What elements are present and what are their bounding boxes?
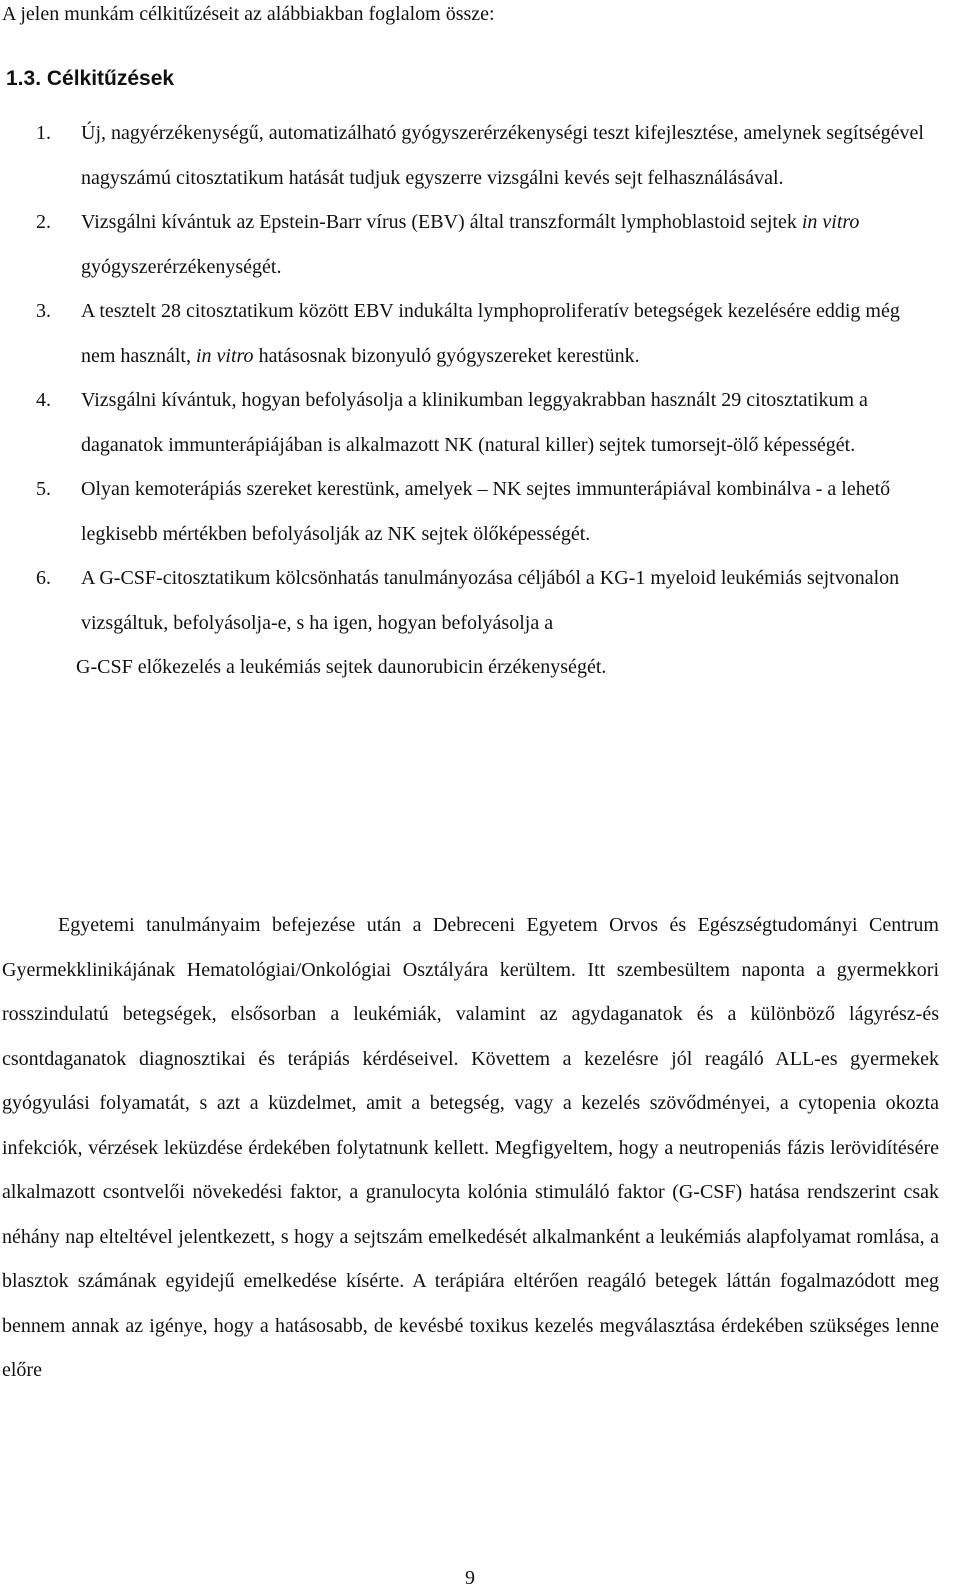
list-item-text: Vizsgálni kívántuk, hogyan befolyásolja a klinikumban leggyakrabban használt 29 citosztatikum a daganatok immunterápiájában is alkalmazott NK (natural killer) sejtek tumorsejt-ölő képességét. [81, 389, 868, 456]
list-item-text: Olyan kemoterápiás szereket kerestünk, amelyek – NK sejtes immunterápiával kombinálva - a lehető legkisebb mértékben befolyásolják az NK sejtek ölőképességét. [81, 478, 891, 545]
text-segment: Vizsgálni kívántuk az Epstein-Barr vírus (EBV) által transzformált lymphoblastoid sejtek [81, 211, 802, 233]
list-item [36, 378, 936, 467]
list-item [36, 556, 936, 690]
list-item-number: 3. [36, 300, 51, 322]
text-segment: A tesztelt 28 citosztatikum között EBV indukálta lymphoproliferatív betegségek kezelésére eddig még nem használt, [81, 300, 900, 367]
list-item-number: 2. [36, 211, 51, 233]
text-segment: A G-CSF-citosztatikum kölcsönhatás tanulmányozása céljából a KG-1 myeloid leukémiás sejtvonalon vizsgáltuk, befolyásolja-e, s ha igen, hogyan befolyásolja a [81, 567, 900, 634]
text-segment: gyógyszerérzékenységét. [81, 255, 282, 278]
italic-term: in vitro [195, 344, 254, 367]
text-segment: G-CSF előkezelés a leukémiás sejtek daunorubicin érzékenységét. [76, 656, 607, 678]
list-item-text [81, 200, 936, 289]
section-heading: 1.3. Célkitűzések [6, 67, 175, 90]
list-item-number: 5. [36, 478, 51, 500]
list-item [36, 200, 936, 289]
list-item-number: 4. [36, 389, 51, 411]
list-item-text [81, 289, 936, 378]
list-item-text: Új, nagyérzékenységű, automatizálható gyógyszerérzékenységi teszt kifejlesztése, amelynek segítségével nagyszámú citosztatikum hatását tudjuk egyszerre vizsgálni kevés sejt felhasználásával. [81, 122, 924, 189]
list-item [36, 111, 936, 200]
text-segment: hatásosnak bizonyuló gyógyszereket kerestünk. [253, 344, 640, 367]
italic-term: in vitro [801, 211, 860, 233]
list-item [36, 467, 936, 556]
page-number: 9 [465, 1567, 475, 1589]
objectives-list [36, 111, 936, 690]
intro-text: A jelen munkám célkitűzéseit az alábbiakban foglalom össze: [2, 3, 495, 25]
list-item [36, 289, 936, 378]
list-item-number: 6. [36, 567, 51, 589]
list-item-text [76, 556, 936, 690]
list-item-number: 1. [36, 122, 51, 144]
body-paragraph: Egyetemi tanulmányaim befejezése után a Debreceni Egyetem Orvos és Egészségtudományi Centrum Gyermekklinikájának Hematológiai/Onkológiai Osztályára kerültem. Itt szembesültem naponta a gyermekkori rosszindulatú betegségek, elsősorban a leukémiák, valamint az agydaganatok és a különböző lágyrész-és csontdaganatok diagnosztikai és terápiás kérdéseivel. Követtem a kezelésre jól reagáló ALL-es gyermekek gyógyulási folyamatát, s azt a küzdelmet, amit a betegség, vagy a kezelés szövődményei, a cytopenia okozta infekciók, vérzések leküzdése érdekében folytatnunk kellett. Megfigyeltem, hogy a neutropeniás fázis lerövidítésére alkalmazott csontvelői növekedési faktor, a granulocyta kolónia stimuláló faktor (G-CSF) hatása rendszerint csak néhány nap elteltével jelentkezett, s hogy a sejtszám emelkedését alkalmanként a leukémiás alapfolyamat romlása, a blasztok számának egyidejű emelkedése kísérte. A terápiára eltérően reagáló betegek láttán fogalmazódott meg bennem annak az igénye, hogy a hatásosabb, de kevésbé toxikus kezelés megválasztása érdekében szükséges lenne előre [2, 914, 939, 1381]
